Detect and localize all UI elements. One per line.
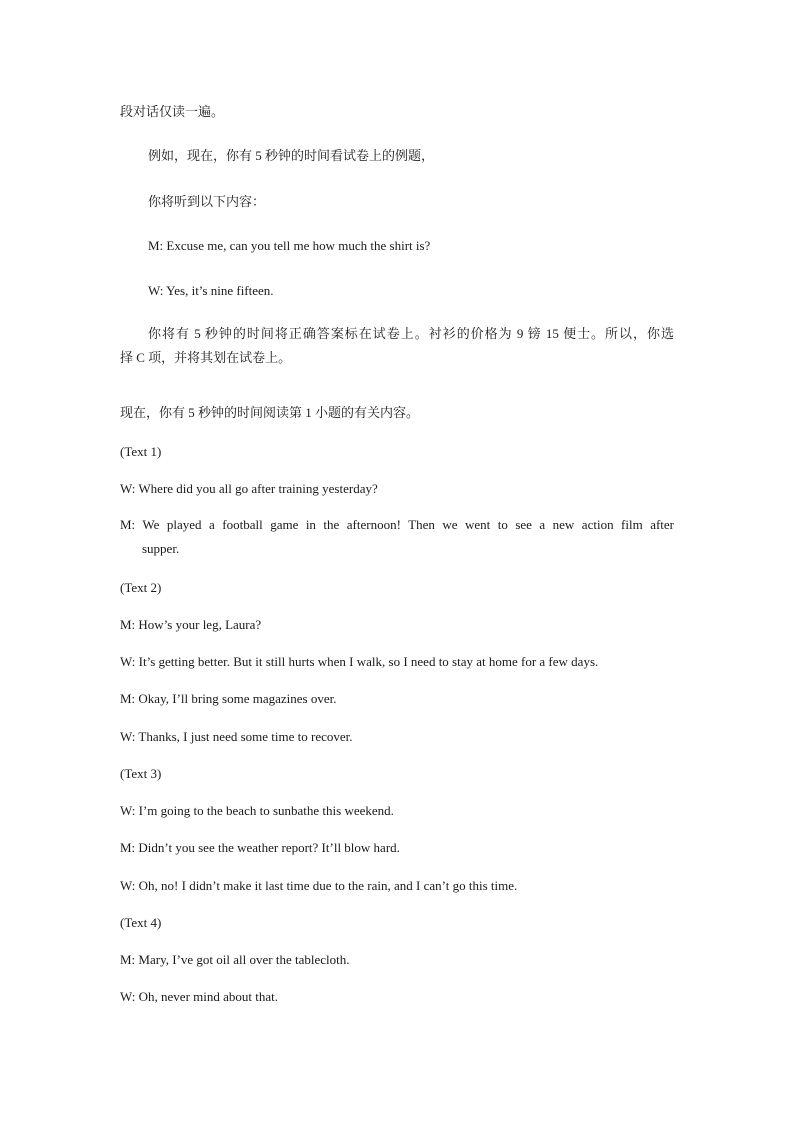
dialogue-line: W: Thanks, I just need some time to recover. (120, 729, 353, 744)
dialogue-line-part2: supper. (142, 541, 180, 556)
paragraph-read-once: 段对话仅读一遍。 (120, 104, 225, 119)
text-heading-3: (Text 3) (120, 766, 162, 781)
dialogue-line: W: Oh, never mind about that. (120, 989, 279, 1004)
dialogue-line: M: Didn’t you see the weather report? It’ll blow hard. (120, 840, 400, 855)
dialogue-line-part1: M: We played a football game in the afternoon! Then we went to see a new action film after (120, 517, 674, 532)
dialogue-line: M: Mary, I’ve got oil all over the tablecloth. (120, 952, 350, 967)
dialogue-line: W: I’m going to the beach to sunbathe this weekend. (120, 803, 394, 818)
dialogue-line: M: Okay, I’ll bring some magazines over. (120, 691, 337, 706)
paragraph-answer-instruction-line2: 择 C 项，并将其划在试卷上。 (120, 350, 292, 365)
text-heading-2: (Text 2) (120, 580, 162, 595)
example-line-m: M: Excuse me, can you tell me how much the shirt is? (148, 238, 431, 253)
paragraph-answer-instruction (120, 322, 674, 370)
text-heading-4: (Text 4) (120, 915, 162, 930)
paragraph-example-intro: 例如，现在，你有 5 秒钟的时间看试卷上的例题， (148, 148, 435, 163)
paragraph-you-will-hear: 你将听到以下内容： (148, 194, 266, 209)
dialogue-line: W: It’s getting better. But it still hurts when I walk, so I need to stay at home for a few days. (120, 654, 599, 669)
dialogue-line: M: How’s your leg, Laura? (120, 617, 262, 632)
text-heading-1: (Text 1) (120, 444, 162, 459)
example-line-w: W: Yes, it’s nine fifteen. (148, 283, 274, 298)
paragraph-answer-instruction-line1: 你将有 5 秒钟的时间将正确答案标在试卷上。衬衫的价格为 9 镑 15 便士。所以，你选 (148, 326, 674, 341)
dialogue-line-wrapped (120, 513, 674, 561)
paragraph-read-question-1: 现在，你有 5 秒钟的时间阅读第 1 小题的有关内容。 (120, 405, 420, 420)
dialogue-line: W: Oh, no! I didn’t make it last time due to the rain, and I can’t go this time. (120, 878, 518, 893)
dialogue-line: W: Where did you all go after training yesterday? (120, 481, 378, 496)
